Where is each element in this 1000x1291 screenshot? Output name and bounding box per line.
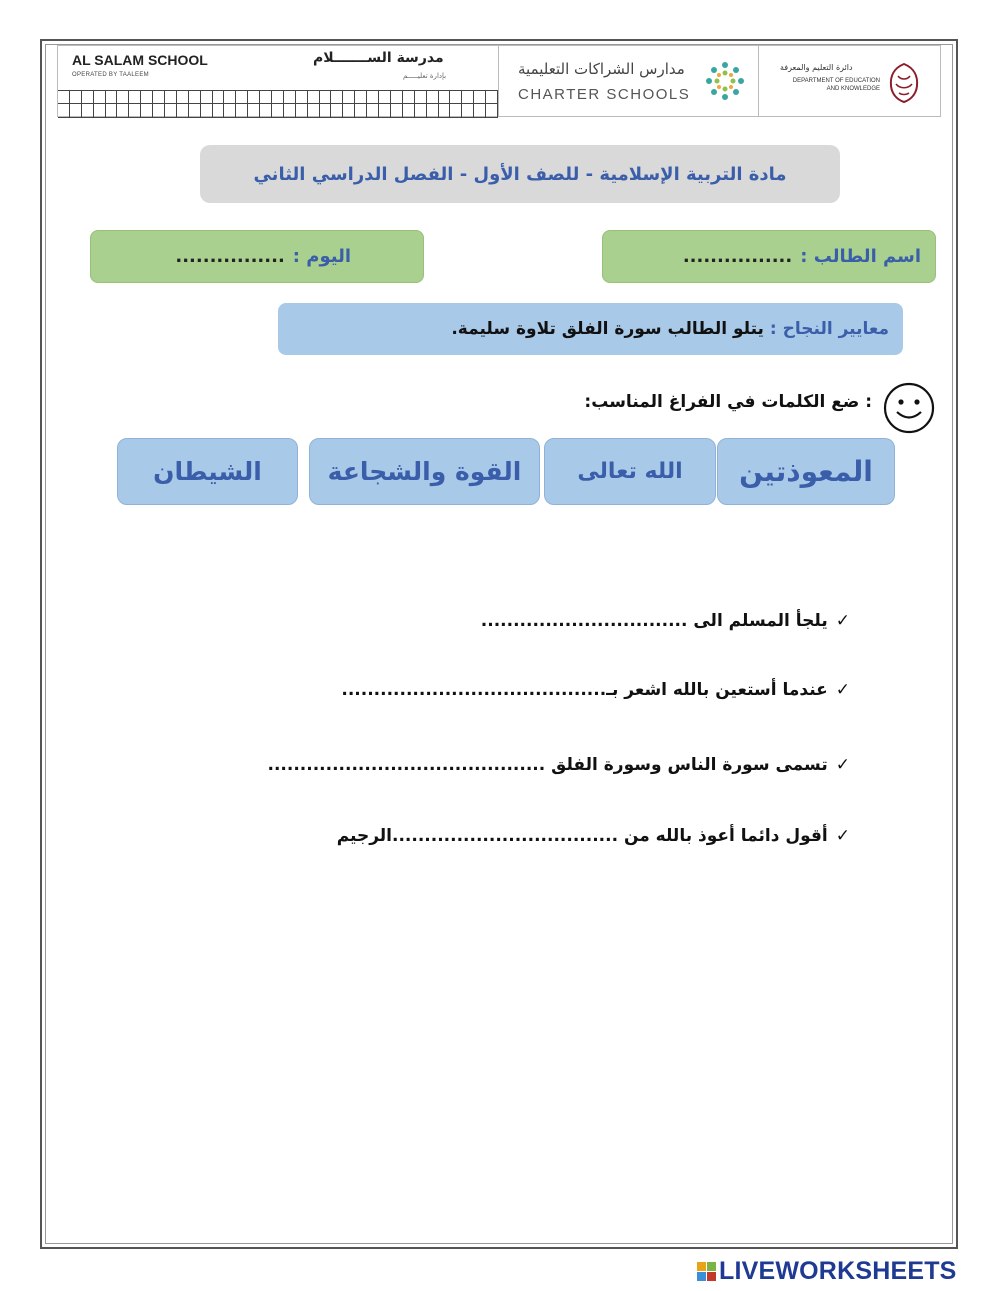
word-bank-item[interactable]: الله تعالى <box>544 438 716 505</box>
question-item <box>337 826 850 846</box>
success-criteria-box <box>278 303 903 355</box>
student-name-blank[interactable]: ................ <box>682 246 793 267</box>
question-text[interactable]: عندما أستعين بالله اشعر بـ......................................... <box>341 680 828 700</box>
school-name-en: AL SALAM SCHOOL <box>72 52 208 68</box>
school-operator-ar: بإدارة تعليـــــم <box>403 72 447 80</box>
liveworksheets-brand: LIVEWORKSHEETS <box>719 1256 957 1285</box>
checkmark-icon: ✓ <box>835 755 850 775</box>
checkmark-icon: ✓ <box>835 826 850 846</box>
question-item <box>268 755 850 775</box>
question-item <box>481 611 850 631</box>
school-name-ar: مدرسة الســـــــلام <box>313 50 444 66</box>
liveworksheets-logo <box>697 1258 957 1284</box>
criteria-text: يتلو الطالب سورة الفلق تلاوة سليمة. <box>451 319 764 339</box>
charter-name-ar: مدارس الشراكات التعليمية <box>518 60 685 78</box>
day-blank[interactable]: ................ <box>175 246 285 267</box>
department-name-ar: دائرة التعليم والمعرفة <box>780 63 853 72</box>
header <box>57 45 941 117</box>
checkmark-icon: ✓ <box>835 611 850 631</box>
day-box[interactable] <box>90 230 424 283</box>
smiley-icon <box>882 381 936 435</box>
school-operator: OPERATED BY TAALEEM <box>72 72 149 78</box>
emblem-icon <box>886 62 922 104</box>
subject-title-box <box>200 145 840 203</box>
question-text[interactable]: يلجأ المسلم الى ................................ <box>480 611 828 631</box>
word-bank-item[interactable]: الشيطان <box>117 438 298 505</box>
liveworksheets-logo-icon <box>697 1262 716 1281</box>
word-bank-item[interactable]: القوة والشجاعة <box>309 438 540 505</box>
instruction-text: : ضع الكلمات في الفراغ المناسب: <box>584 392 872 412</box>
question-text[interactable]: أقول دائما أعوذ بالله من ...................................الرجيم <box>336 826 828 846</box>
checkmark-icon: ✓ <box>835 680 850 700</box>
subject-title: مادة التربية الإسلامية - للصف الأول - الفصل الدراسي الثاني <box>253 163 787 185</box>
header-grid-row <box>58 103 498 118</box>
question-item <box>341 680 850 700</box>
charter-logo-icon <box>704 60 746 102</box>
department-name-en: DEPARTMENT OF EDUCATION AND KNOWLEDGE <box>792 78 880 92</box>
student-name-box[interactable] <box>602 230 936 283</box>
question-text[interactable]: تسمى سورة الناس وسورة الفلق ........................................... <box>267 755 828 775</box>
header-grid-row <box>58 90 498 104</box>
day-label: اليوم : <box>292 246 351 267</box>
word-bank-item[interactable]: المعوذتين <box>717 438 895 505</box>
student-name-label: اسم الطالب : <box>800 246 921 267</box>
page-frame <box>40 39 958 1249</box>
criteria-label: معايير النجاح : <box>769 319 889 339</box>
charter-name-en: CHARTER SCHOOLS <box>518 86 691 103</box>
